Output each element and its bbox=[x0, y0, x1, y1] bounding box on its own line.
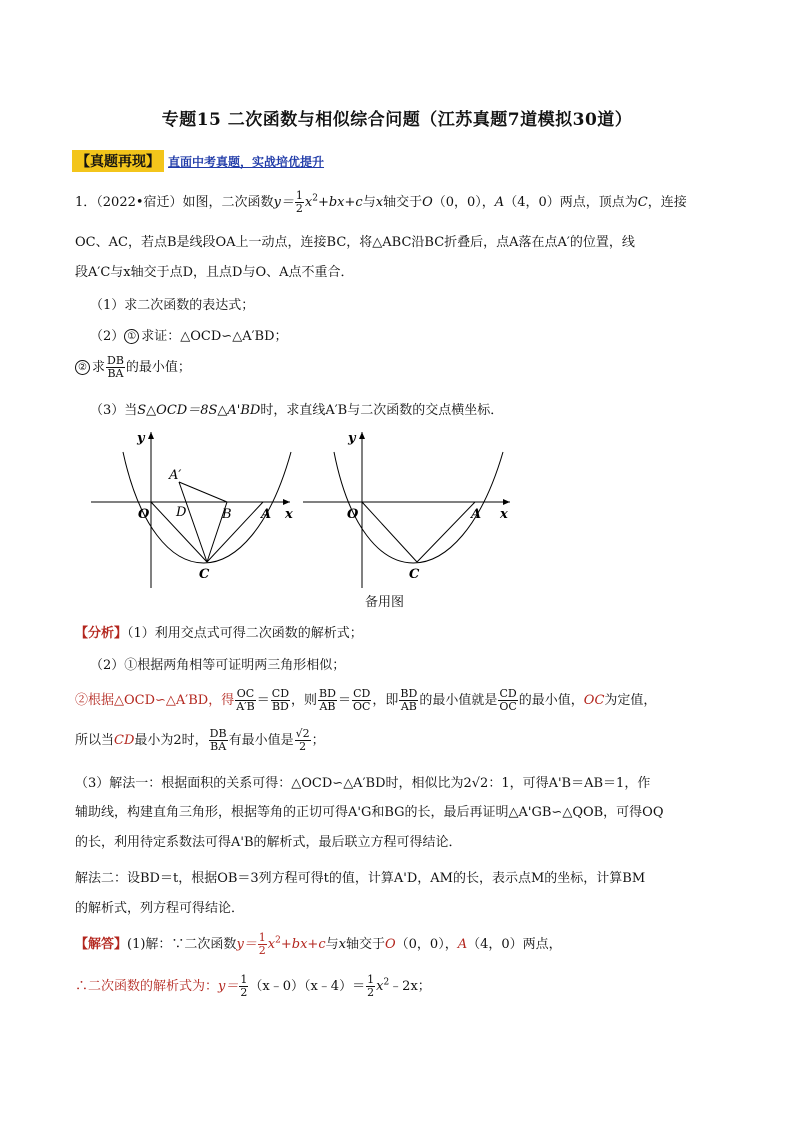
q2a-text: 求证：△OCD∽△A′BD； bbox=[141, 329, 288, 344]
x-axis-arrow bbox=[503, 499, 510, 505]
exponent: 2 bbox=[312, 193, 318, 204]
point-a: A bbox=[457, 937, 468, 952]
frac-num: DB bbox=[209, 727, 227, 740]
segment-ac bbox=[417, 502, 475, 562]
q3-text: 时，求直线A′B与二次函数的交点横坐标． bbox=[260, 403, 504, 418]
q2b-suffix: 的最小值； bbox=[125, 360, 191, 375]
frac-den: BA bbox=[210, 740, 227, 753]
segment-a-prime-b bbox=[179, 482, 227, 502]
answer-text: 与 bbox=[325, 937, 339, 952]
fraction bbox=[235, 688, 256, 713]
half-fraction bbox=[366, 974, 375, 999]
half-fraction bbox=[295, 190, 304, 215]
analysis-text: 的最小值， bbox=[518, 693, 584, 708]
y-axis-arrow bbox=[359, 432, 365, 439]
point-c: C bbox=[637, 195, 648, 210]
analysis-text: 为定值， bbox=[604, 693, 657, 708]
analysis-text: ，则 bbox=[291, 693, 318, 708]
segment-a-prime-c bbox=[179, 482, 207, 562]
frac-num: 1 bbox=[258, 931, 266, 944]
answer-p2 bbox=[75, 974, 431, 999]
intro-text: （0，0）， bbox=[432, 195, 495, 210]
frac-num: BD bbox=[319, 687, 336, 700]
analysis-text: 所以当 bbox=[75, 733, 115, 748]
frac-den: BD bbox=[271, 700, 289, 713]
parabola-figures bbox=[85, 420, 525, 615]
intro-text: （4，0）两点，顶点为 bbox=[504, 195, 638, 210]
frac-num: CD bbox=[353, 687, 371, 700]
label-y: y bbox=[348, 431, 356, 446]
answer-text: ﹣2x； bbox=[389, 979, 431, 994]
label-c: C bbox=[199, 567, 210, 582]
analysis-text: ②根据△OCD∽△A′BD，得 bbox=[75, 693, 235, 708]
y-eq: y＝ bbox=[273, 195, 294, 210]
analysis-p3-3: 的长，利用待定系数法可得A'B的解析式，最后联立方程可得结论． bbox=[75, 835, 462, 850]
answer-text: （0，0）， bbox=[395, 937, 458, 952]
analysis-text: 最小为2时， bbox=[134, 733, 208, 748]
exponent: 2 bbox=[383, 977, 390, 988]
point-o: O bbox=[422, 195, 433, 210]
q3-prefix: （3）当 bbox=[90, 403, 138, 418]
analysis-label: 【分析】 bbox=[75, 626, 128, 641]
frac-num: 1 bbox=[295, 189, 303, 202]
frac-den: OC bbox=[499, 700, 517, 713]
analysis-p3-2: 辅助线，构建直角三角形，根据等角的正切可得A'G和BG的长，最后再证明△A'GB∽△QOB，可得OQ bbox=[75, 805, 664, 820]
x-var: x bbox=[375, 195, 384, 210]
figure-caption: 备用图 bbox=[365, 595, 405, 610]
analysis-text: 的最小值就是 bbox=[419, 693, 498, 708]
label-a: A bbox=[261, 507, 272, 522]
label-c: C bbox=[409, 567, 420, 582]
analysis-p2b: ②根据△OCD∽△A′BD，得 $\frac{OC}{A'B}$ ＝ $\frac{CD}{BD}$ ，则 $\frac{BD}{AB}$ ＝ $\frac{CD}{OC}$ ，即 $\frac{BD}{AB}$ 的最小值就是 $\frac{CD}{OC}$ 的最小值，OC为定值， bbox=[75, 687, 657, 713]
frac-den: A′B bbox=[236, 700, 255, 713]
frac-num: 1 bbox=[367, 973, 375, 986]
answer-text: (1)解：∵二次函数 bbox=[127, 937, 237, 952]
bxc-term: +bx+c bbox=[280, 937, 326, 952]
answer-text: （x﹣0）（x﹣4）＝ bbox=[249, 979, 366, 994]
intro-text: 1．（2022•宿迁）如图，二次函数 bbox=[75, 195, 274, 210]
q2b-prefix: 求 bbox=[92, 360, 106, 375]
label-y: y bbox=[137, 431, 145, 446]
circle-number-2: ② bbox=[75, 360, 90, 375]
point-o: O bbox=[384, 937, 396, 952]
frac-den: 2 bbox=[295, 202, 303, 215]
analysis-text: 有最小值是 bbox=[228, 733, 294, 748]
half-fraction bbox=[258, 932, 267, 957]
answer-text: （4，0）两点， bbox=[467, 937, 562, 952]
x-var: x bbox=[267, 937, 276, 952]
analysis-p3-1: （3）解法一：根据面积的关系可得：△OCD∽△A′BD时，相似比为2√2：1，可得A'B＝AB＝1，作 bbox=[75, 776, 651, 791]
fraction bbox=[295, 728, 311, 753]
frac-den: BA bbox=[107, 367, 124, 380]
frac-num: 1 bbox=[240, 973, 248, 986]
x-var: x bbox=[304, 195, 313, 210]
x-var: x bbox=[376, 979, 384, 994]
label-d: D bbox=[176, 505, 187, 520]
analysis-text: ，即 bbox=[372, 693, 399, 708]
circle-number-1: ① bbox=[124, 329, 139, 344]
cd-term: CD bbox=[114, 733, 135, 748]
label-a-prime: A′ bbox=[169, 468, 182, 483]
label-o: O bbox=[347, 507, 359, 522]
analysis-p2c: 所以当CD最小为2时， $\frac{DB}{BA}$ 有最小值是 $\frac{√2}{2}$ ； bbox=[75, 727, 325, 753]
problem-intro bbox=[75, 190, 687, 215]
figure-spare bbox=[303, 431, 510, 588]
analysis-p2a: （2）①根据两角相等可证明两三角形相似； bbox=[90, 658, 346, 673]
intro-text: 轴交于 bbox=[383, 195, 423, 210]
analysis-p4-2: 的解析式，列方程可得结论． bbox=[75, 901, 245, 916]
analysis-p4-1: 解法二：设BD＝t，根据OB＝3列方程可得t的值，计算A'D，AM的长，表示点M的坐标，计算BM bbox=[75, 871, 646, 886]
section-tag: 【真题再现】 bbox=[72, 150, 164, 172]
oc-term: OC bbox=[583, 693, 605, 708]
question-2b bbox=[75, 355, 191, 380]
area-relation: S△OCD＝8S△A'BD bbox=[137, 403, 261, 418]
analysis-text: （1）利用交点式可得二次函数的解析式； bbox=[127, 626, 363, 641]
answer-text: ∴二次函数的解析式为： bbox=[75, 979, 219, 994]
label-b: B bbox=[222, 507, 232, 522]
answer-text: 轴交于 bbox=[345, 937, 385, 952]
label-x: x bbox=[285, 507, 293, 522]
problem-line-3: 段A′C与x轴交于点D，且点D与O、A点不重合． bbox=[75, 265, 354, 280]
frac-num: BD bbox=[400, 687, 418, 700]
y-eq: y＝ bbox=[218, 979, 239, 994]
label-a: A bbox=[471, 507, 482, 522]
frac-num: CD bbox=[271, 687, 290, 700]
fraction bbox=[399, 688, 418, 713]
page-title: 专题15 二次函数与相似综合问题（江苏真题7道模拟30道） bbox=[161, 110, 633, 130]
fraction bbox=[352, 688, 371, 713]
intro-text: ，连接 bbox=[647, 195, 687, 210]
frac-num: OC bbox=[236, 687, 255, 700]
label-o: O bbox=[138, 507, 150, 522]
exponent: 2 bbox=[275, 935, 281, 946]
question-3 bbox=[90, 399, 503, 418]
answer-p1 bbox=[75, 932, 562, 957]
question-1: （1）求二次函数的表达式； bbox=[90, 298, 255, 313]
segment-oc bbox=[362, 502, 417, 562]
section-subtitle-link[interactable]: 直面中考真题，实战培优提升 bbox=[168, 154, 325, 169]
answer-label: 【解答】 bbox=[75, 937, 128, 952]
frac-num: DB bbox=[107, 354, 124, 367]
frac-num: CD bbox=[499, 687, 517, 700]
frac-den: 2 bbox=[258, 944, 266, 957]
frac-den: AB bbox=[319, 700, 336, 713]
frac-den: OC bbox=[352, 700, 371, 713]
question-2a bbox=[90, 325, 288, 344]
section-header bbox=[72, 150, 324, 172]
x-var: x bbox=[338, 937, 346, 952]
fraction bbox=[209, 728, 228, 753]
q2-prefix: （2） bbox=[90, 329, 125, 344]
intro-text: 与 bbox=[362, 195, 376, 210]
figure-main bbox=[91, 431, 293, 588]
frac-num: √2 bbox=[295, 727, 310, 740]
analysis-p1 bbox=[75, 622, 363, 641]
label-x: x bbox=[500, 507, 508, 522]
frac-den: AB bbox=[400, 700, 417, 713]
fraction bbox=[498, 688, 517, 713]
fraction bbox=[271, 688, 290, 713]
frac-den: 2 bbox=[367, 986, 375, 999]
problem-line-2: OC、AC，若点B是线段OA上一动点，连接BC，将△ABC沿BC折叠后，点A落在点A′的位置，线 bbox=[75, 235, 635, 250]
x-axis-arrow bbox=[283, 499, 290, 505]
fraction bbox=[318, 688, 337, 713]
half-fraction bbox=[239, 974, 248, 999]
point-a: A bbox=[494, 195, 505, 210]
db-ba-fraction bbox=[106, 355, 125, 380]
y-eq: y＝ bbox=[236, 937, 257, 952]
frac-den: 2 bbox=[299, 740, 307, 753]
bxc-term: +bx+c bbox=[317, 195, 363, 210]
y-axis-arrow bbox=[148, 432, 154, 439]
frac-den: 2 bbox=[240, 986, 248, 999]
